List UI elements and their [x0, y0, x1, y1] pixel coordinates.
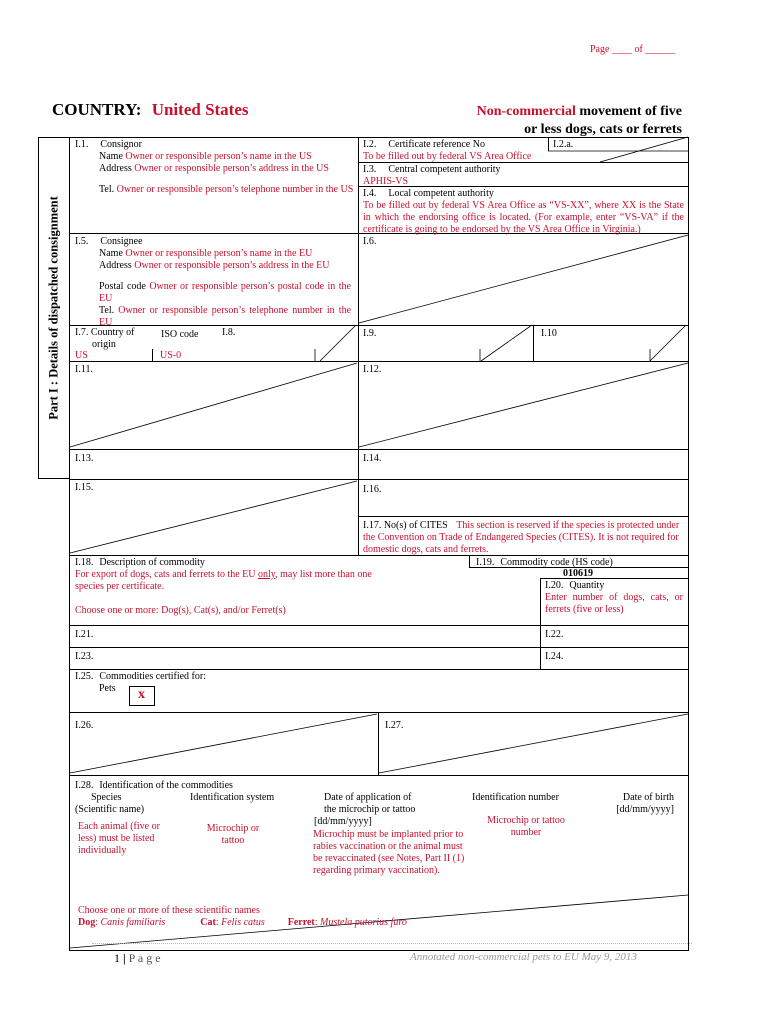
- i28-col-date: [314, 792, 416, 828]
- i24-label: I.24.: [545, 651, 564, 662]
- i22-label: I.22.: [545, 629, 564, 640]
- i5-block: [75, 236, 351, 329]
- i5-tel-value[interactable]: Owner or responsible person’s telephone number in the EU: [99, 305, 352, 328]
- divider-i11-i13: [69, 449, 689, 450]
- i20-label: I.20.: [545, 580, 564, 591]
- i1-title: Consignor: [100, 139, 143, 150]
- i4-title: Local competent authority: [388, 188, 494, 199]
- col-date-app: Date of application of: [324, 792, 412, 803]
- country-origin-value[interactable]: US: [75, 350, 88, 361]
- i28-title: Identification of the commodities: [99, 780, 233, 791]
- i28-col-species: [75, 792, 144, 816]
- i1-name-label: Name: [99, 151, 123, 162]
- i25-title: Commodities certified for:: [99, 671, 206, 682]
- footer-page-num: 1: [114, 951, 120, 965]
- divider-i21-i23: [69, 647, 689, 648]
- i11-label: I.11.: [75, 364, 93, 375]
- divider-i23-i25: [69, 669, 689, 670]
- i2a-label: I.2.a.: [553, 139, 574, 150]
- i1-tel-label: Tel.: [99, 184, 115, 195]
- footer-page: 1 | P a g e: [114, 951, 161, 965]
- i3-title: Central competent authority: [388, 164, 501, 175]
- i1-address-label: Address: [99, 163, 132, 174]
- cat-name[interactable]: Felis catus: [221, 917, 265, 928]
- i10-label: I.10: [541, 328, 557, 339]
- i13-label: I.13.: [75, 453, 94, 464]
- iso-code-value[interactable]: US-0: [160, 350, 182, 361]
- i16-label: I.16.: [363, 484, 382, 495]
- i12-label: I.12.: [363, 364, 382, 375]
- col-species-sci: (Scientific name): [75, 804, 145, 815]
- divider-i27-i28: [69, 775, 689, 776]
- i22-i24-divider: [540, 625, 541, 669]
- i7-label-line1: I.7. Country of: [75, 327, 135, 338]
- i3-value[interactable]: APHIS-VS: [363, 176, 409, 187]
- i17-label: I.17. No(s) of CITES: [363, 520, 448, 531]
- page-counter: Page ____ of ______: [590, 44, 676, 55]
- dog-name[interactable]: Canis familiaris: [100, 917, 166, 928]
- col-species: Species: [91, 792, 122, 803]
- i25-label: I.25.: [75, 671, 94, 682]
- col-dob: Date of birth: [622, 792, 674, 803]
- i5-name-value[interactable]: Owner or responsible person’s name in the EU: [125, 248, 313, 259]
- i2-label: I.2.: [363, 139, 377, 150]
- i20-block: [545, 580, 683, 616]
- i20-value[interactable]: Enter number of dogs, cats, or ferrets (five or less): [545, 592, 683, 615]
- i4-value[interactable]: To be filled out by federal VS Area Office as “VS-XX”, where XX is the State in which the endorsing office is located. (For example, enter “VS-VA” if the certificate is going to be endorsed by the VS Area Office in Virginia.): [363, 200, 684, 235]
- i28-label: I.28.: [75, 780, 94, 791]
- country-label: COUNTRY:: [52, 100, 142, 119]
- country-header: [52, 100, 249, 120]
- divider-i16-i17: [358, 516, 689, 517]
- iso-code-label: ISO code: [161, 329, 199, 340]
- ferret-name[interactable]: Mustela putorius furo: [320, 917, 407, 928]
- i5-tel-label: Tel.: [99, 305, 115, 316]
- i4-block: [363, 188, 684, 236]
- col-date-app2: the microchip or tattoo: [324, 804, 416, 815]
- idnum-note[interactable]: Microchip or tattoo number: [487, 815, 565, 838]
- title-line2: or less dogs, cats or ferrets: [524, 122, 682, 137]
- top-border: [69, 137, 689, 138]
- i18-value-part2: , may list more than one species per certificate.: [75, 569, 372, 592]
- i3-block: [363, 164, 683, 188]
- i9-label: I.9.: [363, 328, 377, 339]
- title-red: Non-commercial: [476, 104, 576, 119]
- i18-value-only: only: [258, 569, 276, 580]
- col-idsys: Identification system: [190, 792, 275, 803]
- dog-label: Dog: [78, 917, 96, 928]
- i5-address-label: Address: [99, 260, 132, 271]
- i7-label-line2: origin: [92, 339, 116, 350]
- i5-postal-label: Postal code: [99, 281, 146, 292]
- i25-pets-label: Pets: [99, 683, 116, 694]
- i5-label: I.5.: [75, 236, 89, 247]
- i1-label: I.1.: [75, 139, 89, 150]
- i17-value: This section is reserved if the species is protected under the Convention on Trade of Endangered Species (CITES). It is not required for domestic dogs, cats and ferrets.: [363, 520, 680, 555]
- i6-label: I.6.: [363, 236, 377, 247]
- cat-label: Cat: [200, 917, 216, 928]
- i18-choose[interactable]: Choose one or more: Dog(s), Cat(s), and/or Ferret(s): [75, 605, 286, 616]
- i7-label: [75, 327, 134, 351]
- i25-block: [75, 671, 206, 695]
- i18-title: Description of commodity: [99, 557, 205, 568]
- i9-i10-divider: [533, 325, 534, 361]
- i28-title-line: [75, 780, 233, 792]
- i2-value[interactable]: To be filled out by federal VS Area Office: [363, 151, 532, 162]
- iso-divider: [152, 349, 153, 361]
- i2a-divider: [548, 137, 549, 151]
- i26-i27-divider: [378, 712, 379, 775]
- country-value: United States: [151, 100, 249, 119]
- title-rest: movement of five: [575, 104, 682, 119]
- i28-col-dob: [612, 792, 674, 816]
- i18-value-part1: For export of dogs, cats and ferrets to the EU: [75, 569, 259, 580]
- divider-i20-i21: [69, 625, 689, 626]
- i27-label: I.27.: [385, 720, 404, 731]
- i5-postal-value[interactable]: Owner or responsible person’s postal code in the EU: [99, 281, 351, 304]
- i26-label: I.26.: [75, 720, 94, 731]
- right-border: [688, 137, 689, 950]
- divider-i25-i26: [69, 712, 689, 713]
- date-note[interactable]: Microchip must be implanted prior to rabies vaccination or the animal must be revaccinated (see Notes, Part II (1) regarding primary vaccination).: [313, 829, 465, 876]
- center-divider: [358, 137, 359, 555]
- footer-page-word: P a g e: [128, 951, 161, 965]
- i19-label: I.19.: [476, 557, 495, 568]
- i8-label: I.8.: [222, 327, 236, 338]
- divider-i1-i5: [69, 233, 359, 234]
- i2-block: [363, 139, 548, 163]
- i1-block: [75, 139, 355, 196]
- footer-note: Annotated non-commercial pets to EU May 9, 2013: [410, 951, 637, 963]
- i5-address-value[interactable]: Owner or responsible person’s address in the EU: [134, 260, 330, 271]
- i17-block: [363, 520, 684, 556]
- i18-block: [75, 557, 375, 617]
- divider-i13-i15: [69, 479, 689, 480]
- scientific-names: Choose one or more of these scientific names Dog: Canis familiaris Cat: Felis catus Ferret: Mustela putorius furo: [78, 905, 478, 929]
- idsys-note[interactable]: Microchip or tattoo: [206, 823, 260, 846]
- i2-title: Certificate reference No: [388, 139, 485, 150]
- col-date-app3: [dd/mm/yyyy]: [314, 816, 372, 827]
- i20-title: Quantity: [569, 580, 605, 591]
- species-note[interactable]: Each animal (five or less) must be listed individually: [78, 821, 160, 856]
- i1-tel-value[interactable]: Owner or responsible person’s telephone number in the US: [116, 184, 354, 195]
- i1-address-value[interactable]: Owner or responsible person’s address in the US: [134, 163, 329, 174]
- i21-label: I.21.: [75, 629, 94, 640]
- col-idnum: Identification number: [472, 792, 559, 803]
- footer-rule: [92, 943, 692, 944]
- i15-label: I.15.: [75, 482, 94, 493]
- i1-name-value[interactable]: Owner or responsible person’s name in the US: [125, 151, 312, 162]
- i5-name-label: Name: [99, 248, 123, 259]
- pets-check-mark: x: [138, 687, 145, 702]
- side-label: Part I : Details of dispatched consignment: [46, 196, 61, 420]
- i14-label: I.14.: [363, 453, 382, 464]
- i5-title: Consignee: [100, 236, 143, 247]
- i19-value[interactable]: 010619: [563, 568, 593, 579]
- i3-label: I.3.: [363, 164, 377, 175]
- i18-i19-divider-top: [469, 555, 470, 567]
- i19-title: Commodity code (HS code): [500, 557, 613, 568]
- left-border: [69, 137, 70, 950]
- i23-label: I.23.: [75, 651, 94, 662]
- document-title: [477, 103, 682, 139]
- i4-label: I.4.: [363, 188, 377, 199]
- i18-label: I.18.: [75, 557, 94, 568]
- choose-names: Choose one or more of these scientific names: [78, 905, 260, 916]
- ferret-label: Ferret: [287, 917, 315, 928]
- col-dob2: [dd/mm/yyyy]: [616, 804, 674, 815]
